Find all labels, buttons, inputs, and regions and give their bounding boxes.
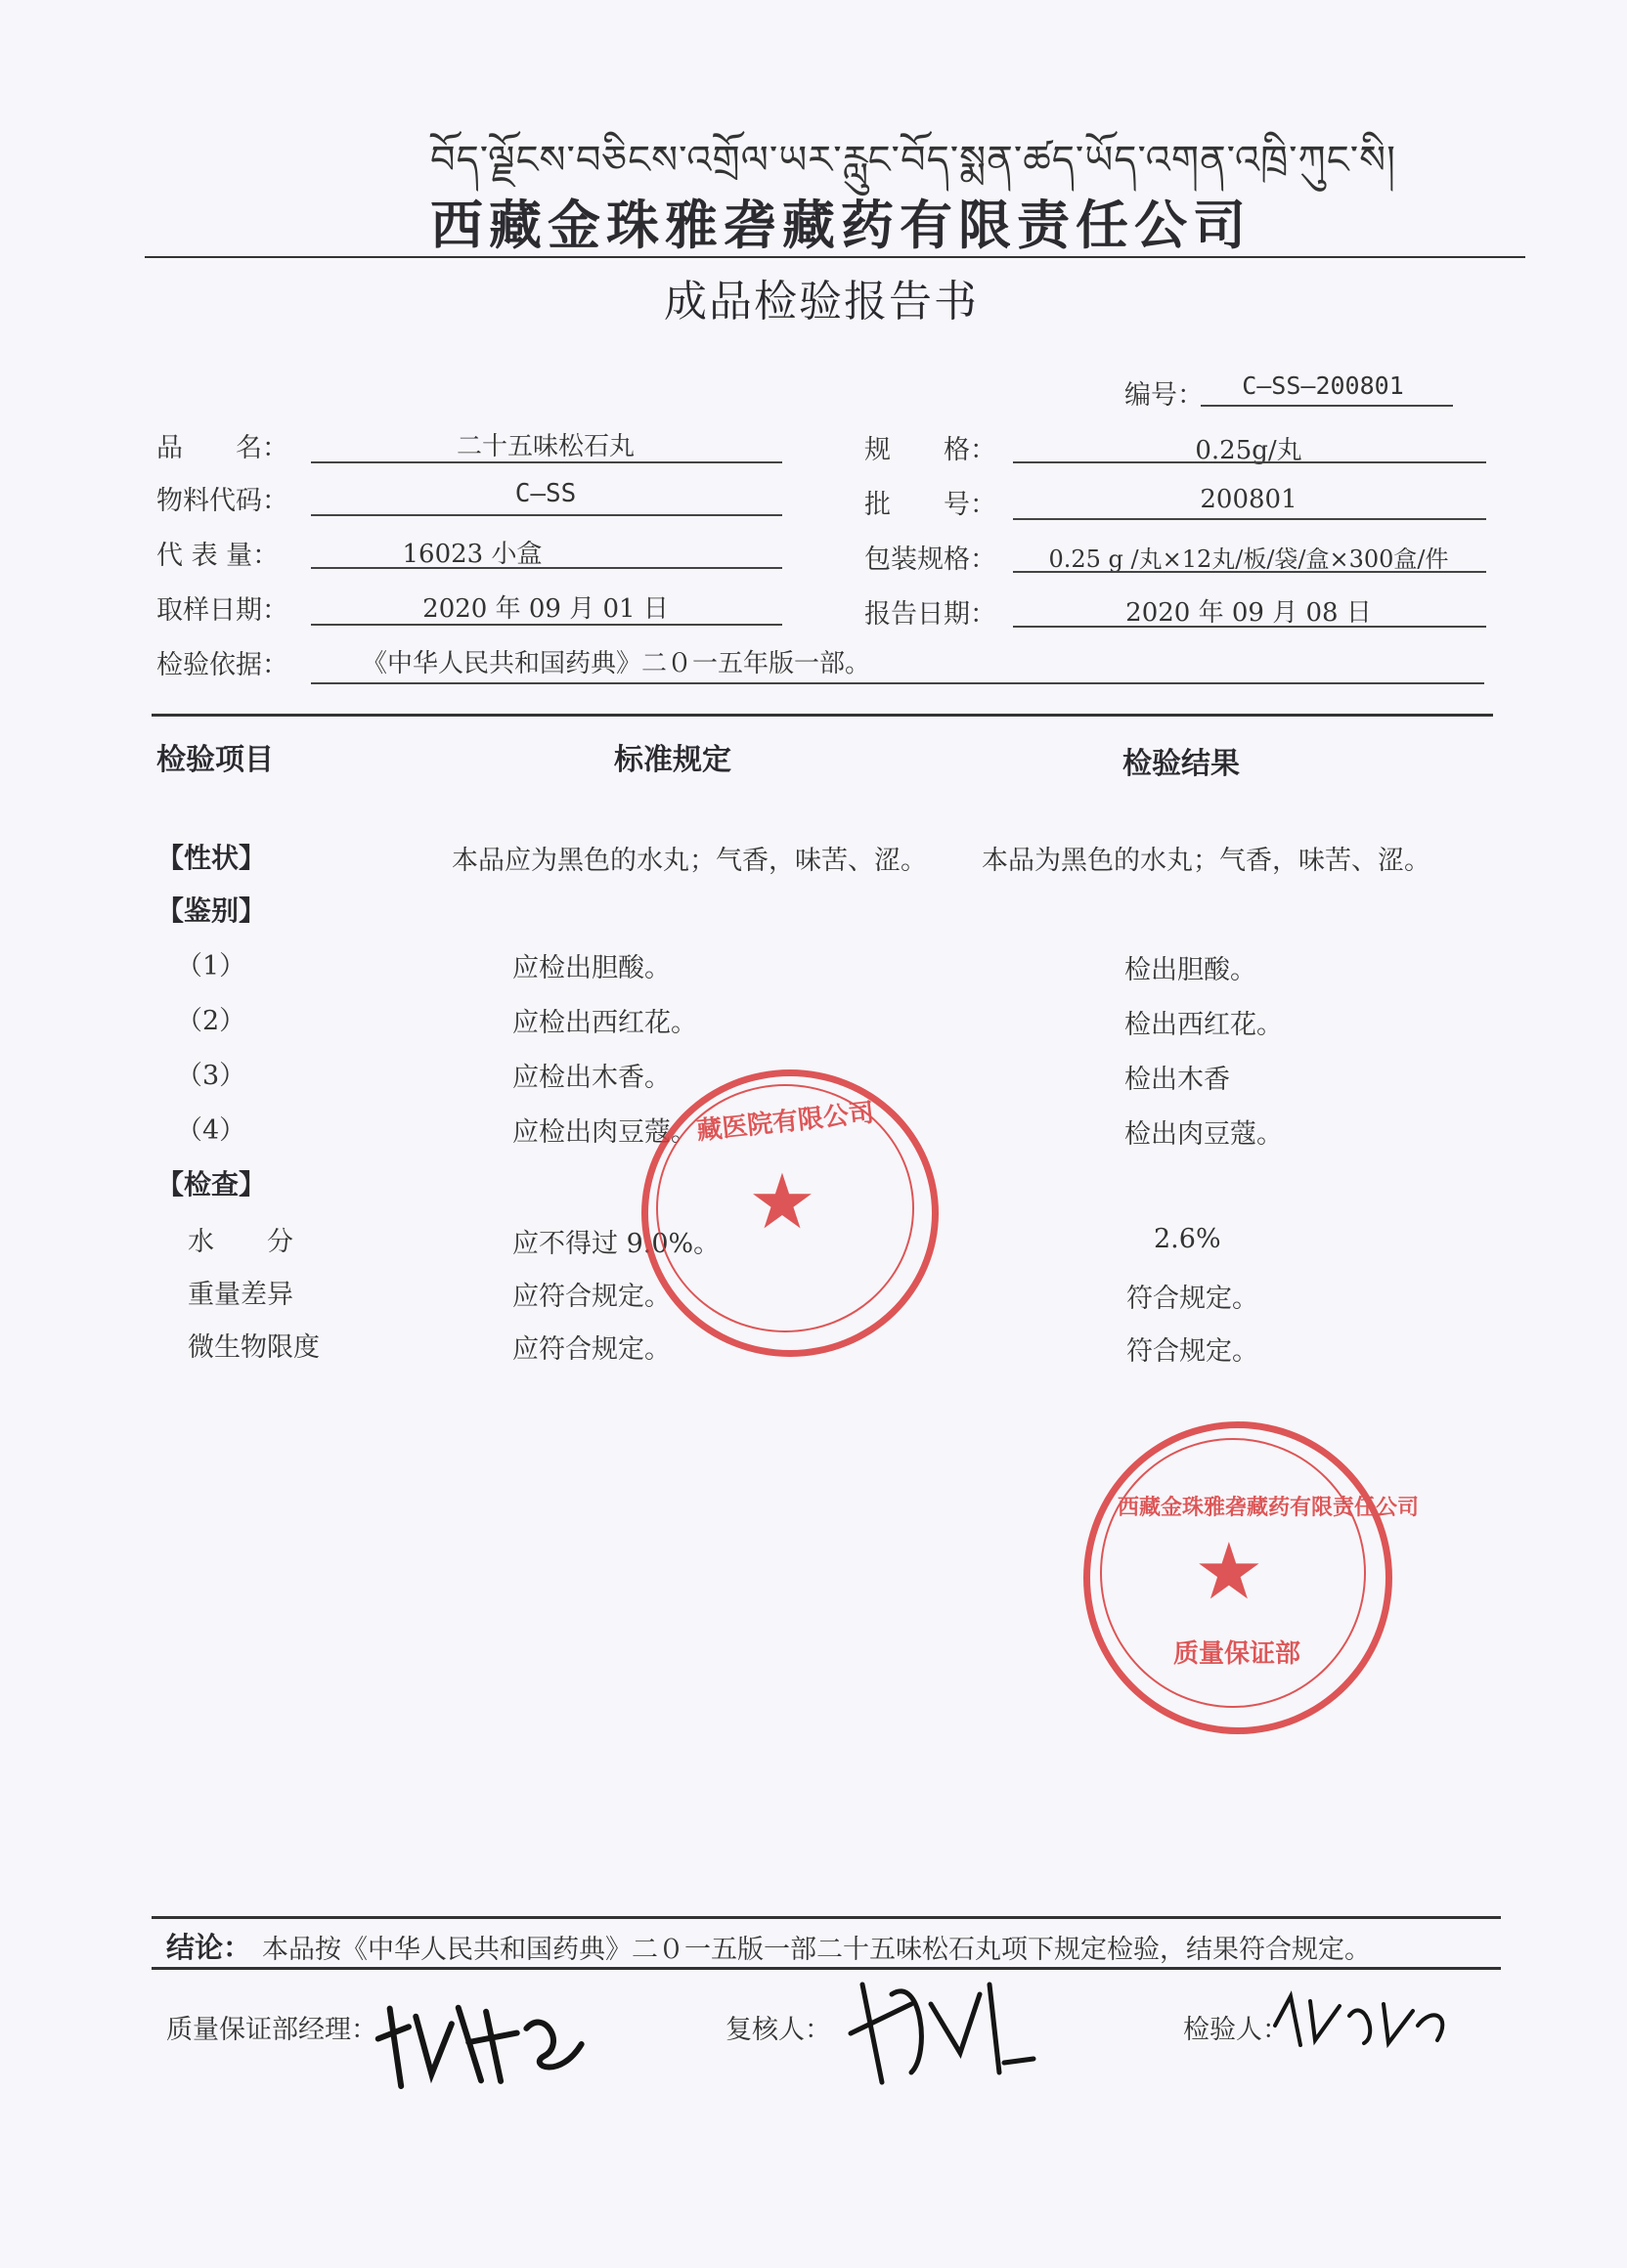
packaging-value: 0.25 g /丸×12丸/板/袋/盒×300盒/件 bbox=[1048, 545, 1449, 573]
col-header-standard: 标准规定 bbox=[614, 743, 731, 777]
spec-label: 规 格： bbox=[864, 435, 996, 465]
report-date-value: 2020 年 09 月 08 日 bbox=[1125, 598, 1372, 628]
material-code-value: C—SS bbox=[514, 479, 577, 508]
tibetan-company-name: བོད་ལྗོངས་བཅིངས་འགྲོལ་ཡར་རླུང་བོད་སྨན་ཚད་ཡོད་འགན་འཁྲི་ཀུང་སི། bbox=[430, 138, 1396, 183]
section-rule-2 bbox=[152, 1916, 1501, 1919]
row-item: 【鉴别】 bbox=[156, 894, 267, 927]
row-standard: 应检出西红花。 bbox=[512, 1008, 697, 1038]
inspector-signature bbox=[1271, 1986, 1457, 2059]
material-code-label: 物料代码： bbox=[156, 486, 288, 516]
row-item: 水 分 bbox=[188, 1227, 293, 1257]
batch-no-value: 200801 bbox=[1200, 485, 1297, 514]
doc-number-underline bbox=[1201, 405, 1453, 407]
manager-signature bbox=[368, 1984, 600, 2120]
sample-date-label: 取样日期： bbox=[156, 595, 288, 626]
packaging-underline bbox=[1013, 571, 1486, 573]
company-name: 西藏金珠雅砻藏药有限责任公司 bbox=[430, 195, 1252, 256]
section-rule-1 bbox=[152, 714, 1493, 717]
quality-dept-seal-stamp bbox=[1083, 1421, 1420, 1734]
basis-value: 《中华人民共和国药典》二０一五年版一部。 bbox=[362, 649, 871, 678]
row-result: 检出胆酸。 bbox=[1124, 955, 1256, 985]
row-item: 微生物限度 bbox=[188, 1332, 320, 1363]
report-date-label: 报告日期： bbox=[864, 599, 996, 630]
quantity-value: 16023 小盒 bbox=[402, 540, 543, 569]
row-item: （4） bbox=[176, 1115, 246, 1146]
spec-value: 0.25g/丸 bbox=[1195, 436, 1302, 465]
product-name-underline bbox=[311, 461, 782, 463]
reviewer-signature bbox=[843, 1965, 1038, 2106]
row-result: 检出肉豆蔻。 bbox=[1124, 1119, 1283, 1150]
sample-date-underline bbox=[311, 624, 782, 626]
batch-no-label: 批 号： bbox=[864, 490, 996, 520]
row-result: 检出西红花。 bbox=[1124, 1010, 1283, 1040]
inspector-label: 检验人： bbox=[1183, 2015, 1289, 2045]
col-header-result: 检验结果 bbox=[1122, 747, 1240, 781]
row-result: 符合规定。 bbox=[1126, 1284, 1258, 1314]
product-name-value: 二十五味松石丸 bbox=[456, 432, 635, 461]
row-standard: 应检出木香。 bbox=[512, 1063, 671, 1093]
doc-number-value: C—SS—200801 bbox=[1242, 371, 1404, 400]
row-standard: 应不得过 9.0%。 bbox=[512, 1229, 721, 1259]
document-title: 成品检验报告书 bbox=[664, 277, 979, 327]
row-result: 检出木香 bbox=[1124, 1065, 1230, 1095]
row-standard: 应检出肉豆蔻。 bbox=[512, 1117, 697, 1148]
row-result: 本品为黑色的水丸；气香，味苦、涩。 bbox=[982, 846, 1430, 876]
row-item: 【检查】 bbox=[156, 1168, 267, 1200]
row-item: 重量差异 bbox=[188, 1280, 293, 1310]
seal-company-text: 西藏金珠雅砻藏药有限责任公司 bbox=[1118, 1496, 1420, 1520]
red-seal-stamp bbox=[641, 1069, 939, 1357]
row-standard: 应符合规定。 bbox=[512, 1282, 671, 1312]
row-item: 【性状】 bbox=[156, 842, 267, 874]
row-item: （3） bbox=[176, 1061, 246, 1091]
section-rule-3 bbox=[152, 1967, 1501, 1970]
row-standard: 应符合规定。 bbox=[512, 1334, 671, 1365]
report-date-underline bbox=[1013, 626, 1486, 628]
row-item: （2） bbox=[176, 1006, 246, 1036]
star-icon: ★ bbox=[1194, 1526, 1264, 1617]
conclusion-label: 结论： bbox=[166, 1931, 252, 1964]
col-header-item: 检验项目 bbox=[156, 743, 274, 777]
header-rule bbox=[145, 256, 1525, 258]
row-item: （1） bbox=[176, 951, 246, 981]
basis-label: 检验依据： bbox=[156, 650, 288, 680]
manager-signature-scribble bbox=[368, 1984, 599, 2108]
row-standard: 本品应为黑色的水丸；气香，味苦、涩。 bbox=[452, 846, 927, 876]
sample-date-value: 2020 年 09 月 01 日 bbox=[422, 594, 669, 624]
row-result: 符合规定。 bbox=[1126, 1336, 1258, 1367]
seal-dept-text: 质量保证部 bbox=[1172, 1639, 1300, 1669]
packaging-label: 包装规格： bbox=[864, 545, 996, 575]
quantity-underline bbox=[311, 567, 782, 569]
quantity-label: 代 表 量： bbox=[156, 541, 280, 571]
material-code-underline bbox=[311, 514, 782, 516]
reviewer-label: 复核人： bbox=[726, 2015, 831, 2045]
spec-underline bbox=[1013, 461, 1486, 463]
manager-label: 质量保证部经理： bbox=[166, 2015, 377, 2045]
seal-text: 藏医院有限公司 bbox=[695, 1098, 876, 1147]
basis-underline bbox=[311, 682, 1484, 684]
batch-no-underline bbox=[1013, 518, 1486, 520]
row-standard: 应检出胆酸。 bbox=[512, 953, 671, 983]
doc-number-label: 编号： bbox=[1124, 380, 1204, 411]
conclusion-text: 本品按《中华人民共和国药典》二０一五版一部二十五味松石丸项下规定检验，结果符合规定。 bbox=[262, 1935, 1371, 1965]
row-result: 2.6% bbox=[1154, 1224, 1221, 1254]
star-icon: ★ bbox=[748, 1158, 816, 1246]
product-name-label: 品 名： bbox=[156, 433, 288, 463]
